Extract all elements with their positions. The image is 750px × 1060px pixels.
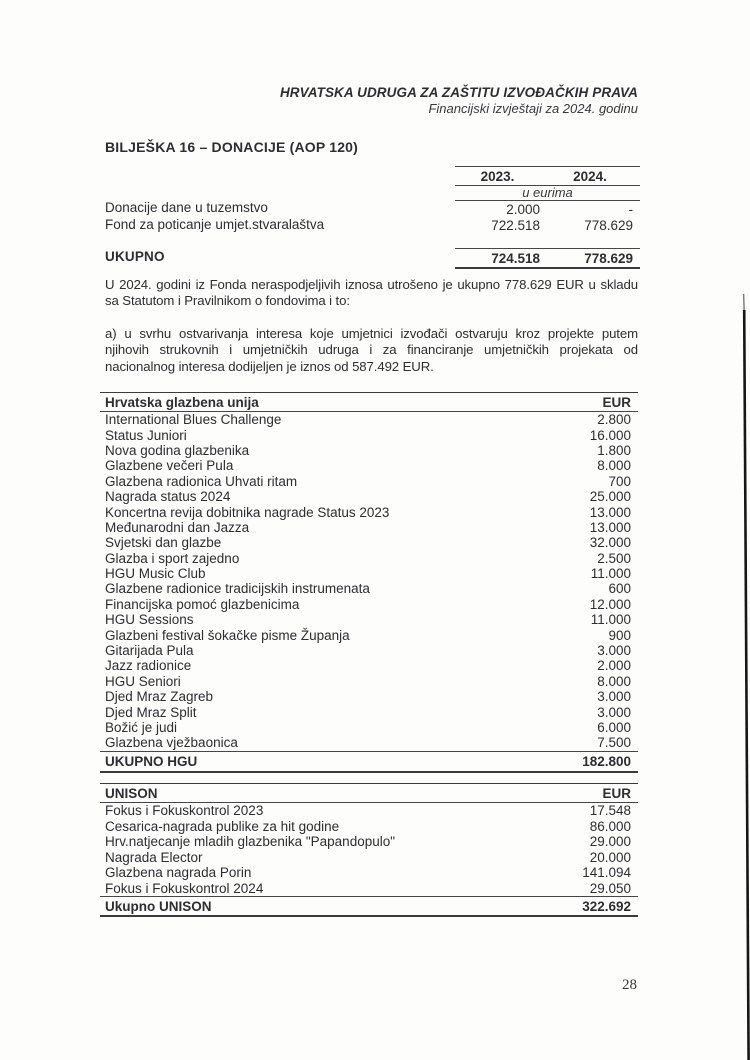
row-amount: 3.000 [597, 704, 631, 720]
table-title: UNISON [105, 785, 158, 801]
row-amount: 8.000 [597, 673, 631, 689]
row-label: Glazbena vježbaonica [105, 735, 238, 751]
paragraph-item-a: a) u svrhu ostvarivanja interesa koje umjetnici izvođači ostvaruju kroz projekte putem njihovih strukovnih i umjetničkih udruga i za financiranje umjetničkih projekata od nacionalnog interesa dodijeljen je iznos od 587.492 EUR. [105, 326, 638, 374]
row-label: Glazbena radionica Uhvati ritam [105, 473, 298, 489]
total-amount: 322.692 [582, 898, 631, 914]
summary-values-row [455, 201, 640, 217]
row-label: Božić je judi [105, 720, 178, 735]
table-row [100, 412, 638, 427]
summary-total-row [455, 248, 640, 269]
table-row [100, 627, 638, 642]
table-row [100, 489, 638, 504]
row-amount: 1.800 [597, 442, 631, 458]
row-label: Glazbena nagrada Porin [105, 865, 252, 881]
row-label: Koncertna revija dobitnika nagrade Status 2023 [105, 504, 390, 520]
total-2023: 724.518 [491, 250, 540, 266]
summary-table [455, 166, 640, 269]
summary-values-row [455, 217, 640, 233]
row-label: Status Juniori [105, 427, 187, 443]
table-row [100, 643, 638, 658]
row-label: Fokus i Fokuskontrol 2024 [105, 880, 264, 896]
table-row [100, 612, 638, 627]
summary-row-label: Fond za poticanje umjet.stvaralaštva [105, 217, 325, 232]
row-amount: 2.800 [597, 412, 631, 428]
row-amount: 29.000 [589, 834, 631, 850]
row-amount: 600 [608, 581, 631, 597]
table-row [100, 819, 638, 835]
report-subtitle: Financijski izvještaji za 2024. godinu [428, 101, 638, 116]
unison-table-rows [100, 803, 638, 896]
table-row [100, 689, 638, 704]
row-label: Fokus i Fokuskontrol 2023 [105, 803, 264, 819]
row-amount: 32.000 [589, 535, 631, 551]
row-amount: 3.000 [597, 689, 631, 705]
row-label: HGU Sessions [105, 612, 194, 628]
table-row [100, 427, 638, 442]
amount-column-header: EUR [602, 394, 631, 410]
total-2024: 778.629 [584, 250, 633, 266]
table-row [100, 504, 638, 519]
table-row [100, 803, 638, 819]
unison-total-row [100, 896, 638, 917]
row-amount: 7.500 [597, 735, 631, 751]
row-label: Glazbene večeri Pula [105, 458, 234, 474]
page-number: 28 [622, 977, 637, 993]
row-amount: 16.000 [589, 427, 631, 443]
paragraph-fund-usage: U 2024. godini iz Fonda neraspodjeljivih iznosa utrošeno je ukupno 778.629 EUR u skladu sa Statutom i Pravilnikom o fondovima i to: [105, 277, 638, 309]
row-label: Glazba i sport zajedno [105, 550, 240, 566]
summary-row-label: Donacije dane u tuzemstvo [105, 200, 268, 215]
row-label: HGU Seniori [105, 673, 181, 689]
row-label: Hrv.natjecanje mladih glazbenika "Papandopulo" [105, 834, 396, 850]
table-row [100, 520, 638, 535]
row-amount: 13.000 [589, 504, 631, 520]
row-label: Nagrada Elector [105, 849, 203, 865]
row-amount: 900 [608, 627, 631, 643]
hgu-table-rows [100, 412, 638, 751]
row-label: Jazz radionice [105, 658, 192, 674]
row-label: Nagrada status 2024 [105, 489, 231, 505]
column-header-2023: 2023. [480, 168, 515, 184]
row-label: HGU Music Club [105, 566, 206, 582]
value-2024: - [628, 201, 633, 217]
hgu-table-header [100, 392, 638, 412]
row-amount: 6.000 [597, 720, 631, 735]
row-label: International Blues Challenge [105, 412, 282, 428]
row-label: Djed Mraz Zagreb [105, 689, 214, 705]
table-row [100, 551, 638, 566]
table-row [100, 704, 638, 719]
row-amount: 8.000 [597, 458, 631, 474]
row-amount: 25.000 [589, 489, 631, 505]
hgu-total-row [100, 751, 638, 773]
unison-donations-table [100, 783, 638, 917]
total-label: UKUPNO HGU [105, 753, 198, 769]
table-row [100, 834, 638, 850]
row-amount: 11.000 [590, 566, 631, 582]
table-title: Hrvatska glazbena unija [105, 394, 259, 410]
total-label: Ukupno UNISON [105, 898, 212, 914]
value-2024: 778.629 [584, 217, 633, 233]
document-header [280, 85, 638, 117]
table-row [100, 735, 638, 750]
row-amount: 3.000 [597, 643, 631, 659]
row-amount: 12.000 [589, 596, 631, 612]
row-label: Cesarica-nagrada publike za hit godine [105, 818, 340, 834]
row-amount: 29.050 [589, 880, 631, 896]
table-row [100, 535, 638, 550]
note-title: BILJEŠKA 16 – DONACIJE (AOP 120) [105, 139, 359, 155]
value-2023: 2.000 [506, 201, 540, 217]
row-label: Gitarijada Pula [105, 643, 194, 659]
row-label: Međunarodni dan Jazza [105, 519, 250, 535]
value-2023: 722.518 [491, 217, 540, 233]
table-row [100, 720, 638, 735]
row-amount: 2.500 [597, 550, 631, 566]
row-amount: 17.548 [589, 803, 631, 819]
row-label: Svjetski dan glazbe [105, 535, 222, 551]
table-row [100, 443, 638, 458]
summary-total-label: UKUPNO [105, 249, 165, 264]
row-label: Djed Mraz Split [105, 704, 197, 720]
row-label: Glazbene radionice tradicijskih instrumenata [105, 581, 370, 597]
row-amount: 86.000 [589, 818, 631, 834]
unison-table-header [100, 783, 638, 803]
total-amount: 182.800 [582, 753, 631, 769]
table-row [100, 474, 638, 489]
row-amount: 11.000 [590, 612, 631, 628]
amount-column-header: EUR [602, 785, 631, 801]
table-row [100, 881, 638, 897]
row-amount: 141.094 [582, 865, 631, 881]
row-label: Financijska pomoć glazbenicima [105, 596, 300, 612]
table-row [100, 458, 638, 473]
column-header-2024: 2024. [573, 168, 607, 184]
table-row [100, 581, 638, 596]
table-row [100, 850, 638, 866]
table-row [100, 566, 638, 581]
row-amount: 2.000 [597, 658, 631, 674]
row-amount: 13.000 [589, 519, 631, 535]
hgu-donations-table [100, 392, 638, 773]
row-label: Nova godina glazbenika [105, 442, 250, 458]
table-row [100, 597, 638, 612]
row-amount: 700 [608, 473, 631, 489]
table-row [100, 674, 638, 689]
table-row [100, 865, 638, 881]
summary-table-header [455, 167, 640, 186]
row-label: Glazbeni festival šokačke pisme Županja [105, 627, 350, 643]
table-row [100, 658, 638, 673]
currency-unit-note: u eurima [455, 186, 640, 201]
row-amount: 20.000 [589, 849, 631, 865]
organization-name: HRVATSKA UDRUGA ZA ZAŠTITU IZVOĐAČKIH PRAVA [279, 85, 638, 100]
